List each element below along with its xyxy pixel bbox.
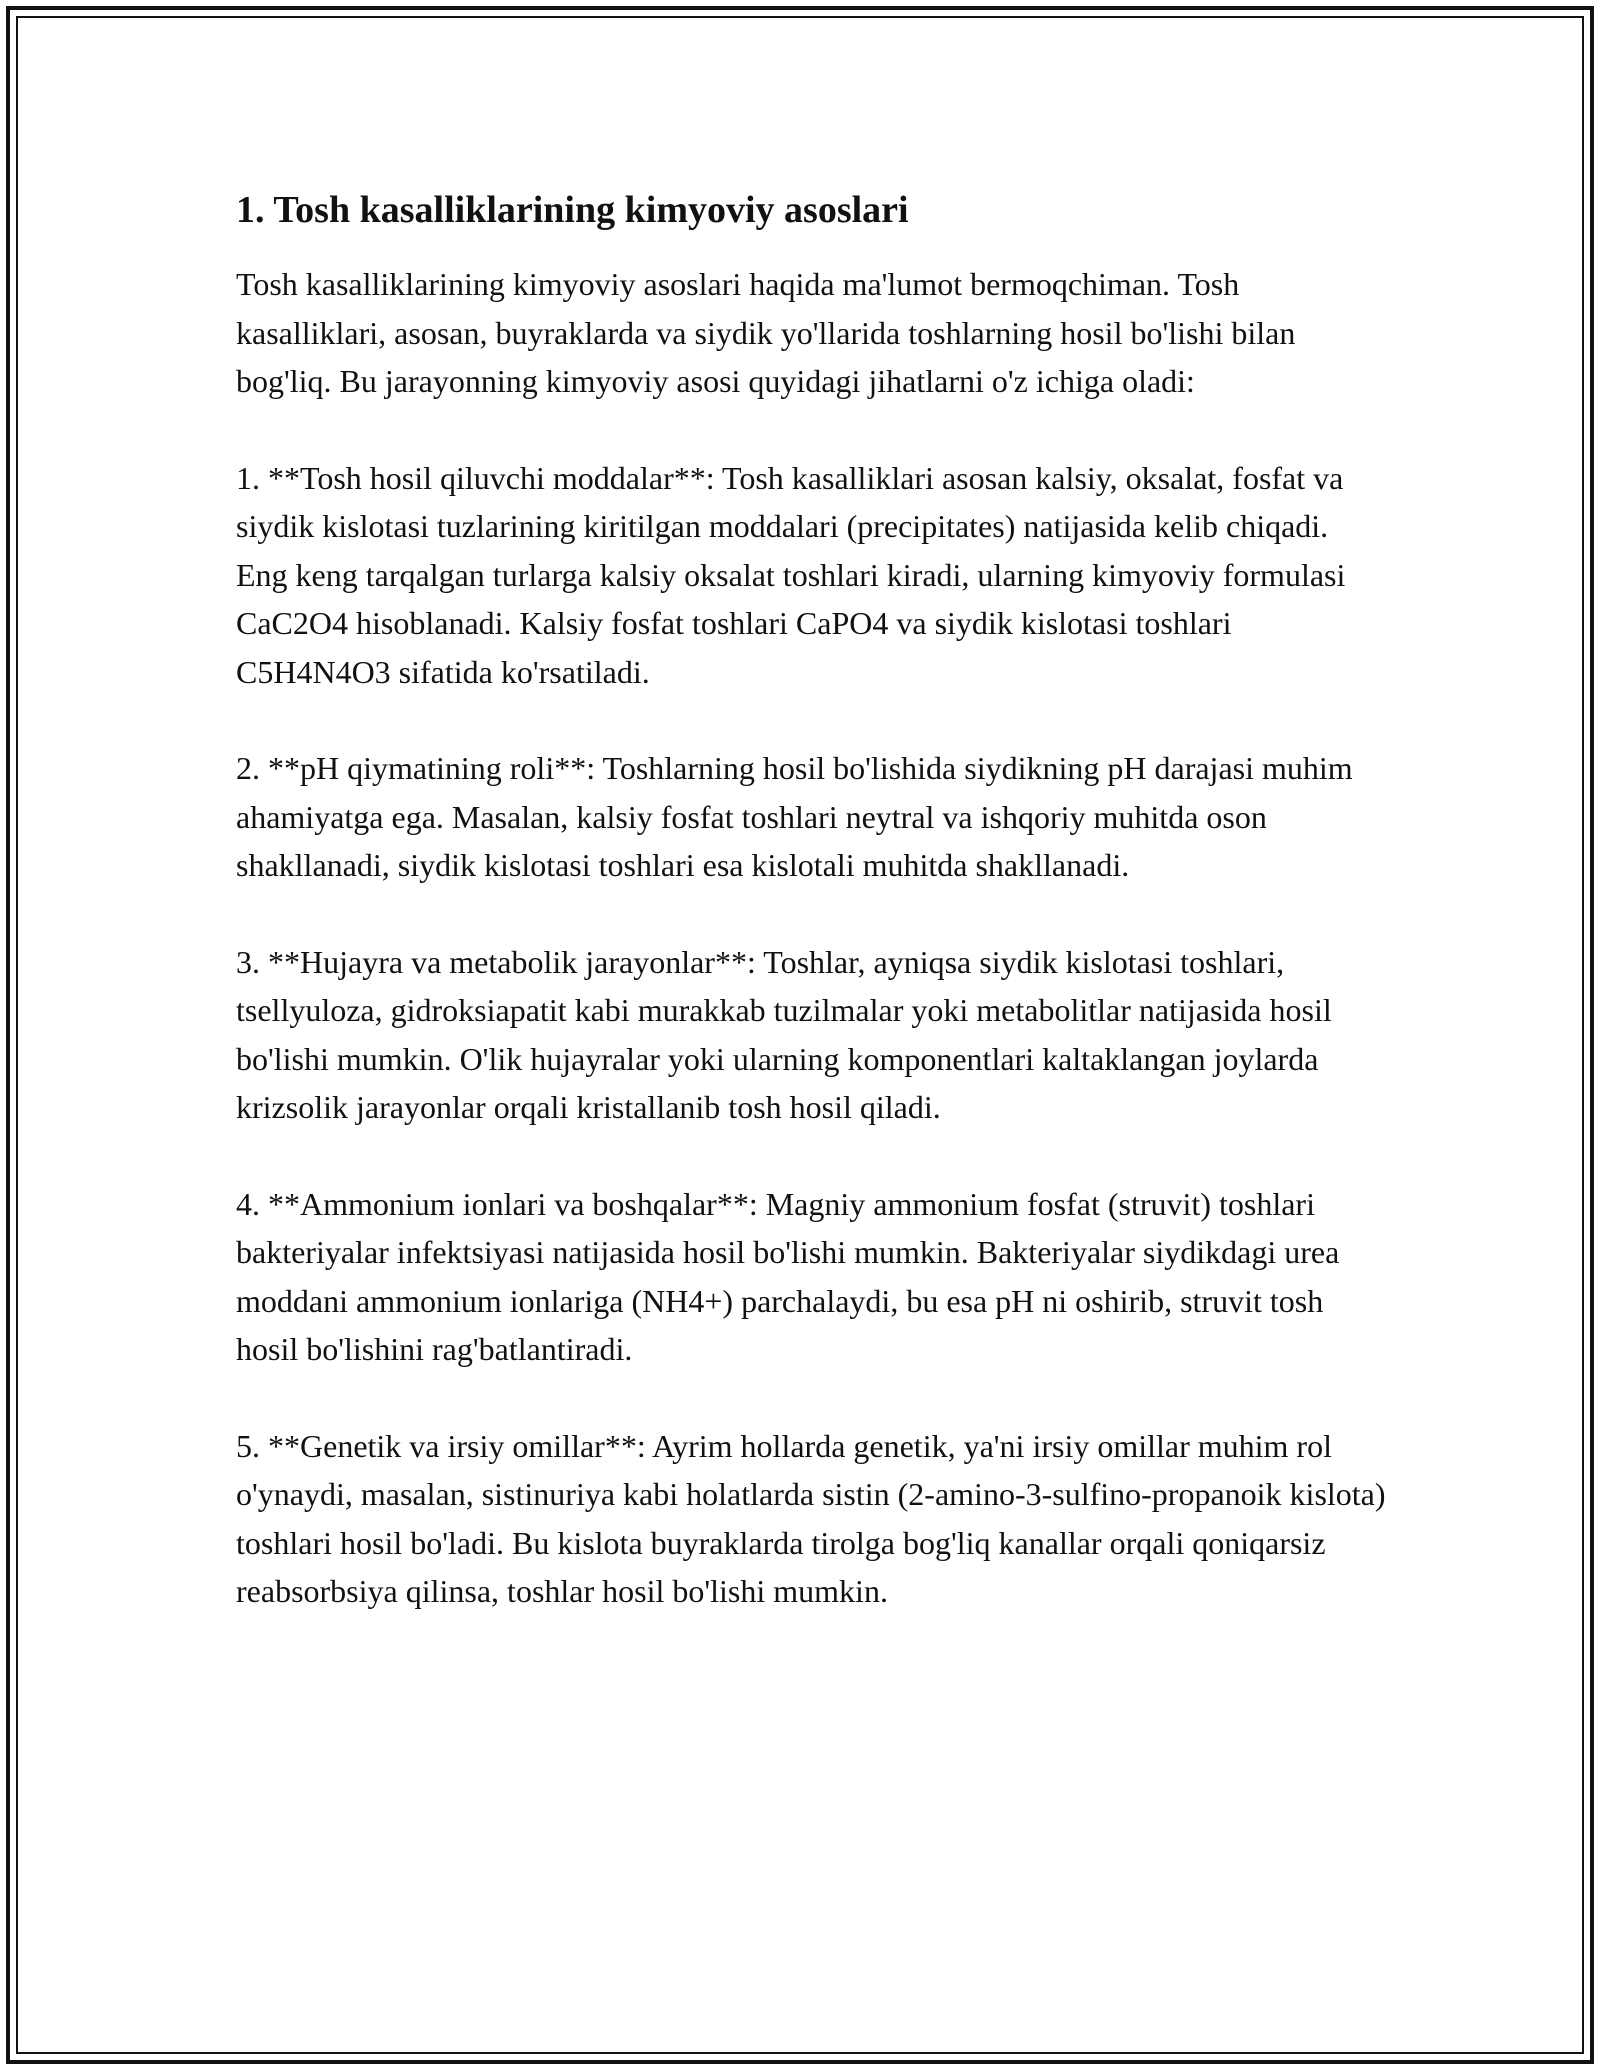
paragraph-stone-forming-substances: 1. **Tosh hosil qiluvchi moddalar**: Tosh kasalliklari asosan kalsiy, oksalat, fosfat va siydik kislotasi tuzlarining kiritilgan moddalari (precipitates) natijasida kelib chiqadi. Eng keng tarqalgan turlarga kalsiy oksalat toshlari kiradi, ularning kimyoviy formulasi CaC2O4 hisoblanadi. Kalsiy fosfat toshlari CaPO4 va siydik kislotasi toshlari C5H4N4O3 sifatida ko'rsatiladi. bbox=[236, 459, 1346, 690]
paragraph-genetic-factors: 5. **Genetik va irsiy omillar**: Ayrim hollarda genetik, ya'ni irsiy omillar muhim rol o'ynaydi, masalan, sistinuriya kabi holatlarda sistin (2-amino-3-sulfino-propanoik kislota) toshlari hosil bo'ladi. Bu kislota buyraklarda tirolga bog'liq kanallar orqali qoniqarsiz reabsorbsiya qilinsa, toshlar hosil bo'lishi mumkin. bbox=[236, 1427, 1386, 1609]
paragraph-ph-role: 2. **pH qiymatining roli**: Toshlarning hosil bo'lishida siydikning pH darajasi muhim ahamiyatga ega. Masalan, kalsiy fosfat toshlari neytral va ishqoriy muhitda oson shakllanadi, siydik kislotasi toshlari esa kislotali muhitda shakllanadi. bbox=[236, 750, 1353, 883]
paragraph-ammonium-ions: 4. **Ammonium ionlari va boshqalar**: Magniy ammonium fosfat (struvit) toshlari bakteriyalar infektsiyasi natijasida hosil bo'lishi mumkin. Bakteriyalar siydikdagi urea moddani ammonium ionlariga (NH4+) parchalaydi, bu esa pH ni oshirib, struvit tosh hosil bo'lishini rag'batlantiradi. bbox=[236, 1185, 1340, 1367]
document-body bbox=[236, 186, 1386, 1664]
paragraph-cell-metabolic-processes: 3. **Hujayra va metabolik jarayonlar**: Toshlar, ayniqsa siydik kislotasi toshlari, tsellyuloza, gidroksiapatit kabi murakkab tuzilmalar yoki metabolitlar natijasida hosil bo'lishi mumkin. O'lik hujayralar yoki ularning komponentlari kaltaklangan joylarda krizsolik jarayonlar orqali kristallanib tosh hosil qiladi. bbox=[236, 943, 1332, 1125]
document-title: 1. Tosh kasalliklarining kimyoviy asoslari bbox=[236, 189, 909, 231]
intro-paragraph: Tosh kasalliklarining kimyoviy asoslari haqida ma'lumot bermoqchiman. Tosh kasalliklari, asosan, buyraklarda va siydik yo'llarida toshlarning hosil bo'lishi bilan bog'liq. Bu jarayonning kimyoviy asosi quyidagi jihatlarni o'z ichiga oladi: bbox=[236, 266, 1296, 399]
